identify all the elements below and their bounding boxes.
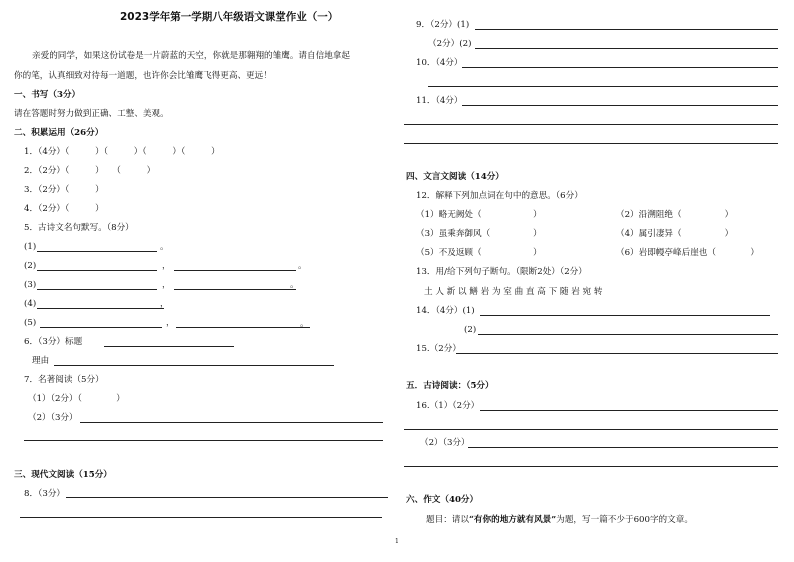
question-13: 13．用/给下列句子断句。（限断2处）（2分） <box>416 267 587 277</box>
question-11: 11．（4分） <box>416 96 463 106</box>
period: 。 <box>298 261 307 271</box>
answer-line[interactable] <box>104 346 234 347</box>
section-1-heading: 一、书写（3分） <box>14 90 81 100</box>
q12-item-1: （1）略无阙处（ ） <box>416 210 542 220</box>
answer-line[interactable] <box>20 517 382 518</box>
answer-line[interactable] <box>37 289 157 290</box>
comma: ， <box>160 299 169 309</box>
answer-line[interactable] <box>40 327 162 328</box>
answer-line[interactable] <box>478 334 778 335</box>
q12-item-4: （4）属引凄异（ ） <box>616 229 734 239</box>
section-3-heading: 三、现代文阅读（15分） <box>14 470 112 480</box>
question-14-part-2: (2) <box>464 325 477 335</box>
question-16-part-2: （2）（3分） <box>420 438 470 448</box>
question-8: 8．（3分） <box>24 489 66 499</box>
answer-line[interactable] <box>468 447 778 448</box>
essay-title: “有你的地方就有风景” <box>468 515 557 525</box>
answer-line[interactable] <box>462 105 778 106</box>
answer-line[interactable] <box>456 353 778 354</box>
answer-line[interactable] <box>37 270 157 271</box>
answer-line[interactable] <box>480 410 778 411</box>
answer-line[interactable] <box>404 466 778 467</box>
q12-item-3: （3）虽乘奔御风（ ） <box>416 229 542 239</box>
answer-line[interactable] <box>80 422 383 423</box>
q12-item-5: （5）不及返顾（ ） <box>416 248 542 258</box>
question-1: 1．（4分）（ ）（ ）（ ）（ ） <box>24 147 220 157</box>
question-5: 5．古诗文名句默写。（8分） <box>24 223 134 233</box>
section-5-heading: 五．古诗阅读：（5分） <box>406 381 494 391</box>
blank-label-2: (2) <box>24 261 37 271</box>
blank-label-4: (4) <box>24 299 37 309</box>
question-6: 6．（3分）标题 <box>24 337 83 347</box>
question-16-part-1: 16.（1）（2分） <box>416 401 480 411</box>
question-7: 7．名著阅读（5分） <box>24 375 104 385</box>
question-10: 10．（4分） <box>416 58 463 68</box>
essay-prompt-pre: 题目：请以 <box>426 515 469 525</box>
answer-line[interactable] <box>428 86 778 87</box>
period: 。 <box>300 319 309 329</box>
answer-line[interactable] <box>24 440 383 441</box>
question-7-part-1: （1）（2分）（ ） <box>28 394 125 404</box>
question-15: 15.（2分） <box>416 344 461 354</box>
q13-sentence: 土 人 新 以 鳝 岩 为 室 曲 直 高 下 随 岩 宛 转 <box>424 287 603 297</box>
intro-line-1: 亲爱的同学，如果这份试卷是一片蔚蓝的天空，你就是那翱翔的雏鹰。请自信地拿起 <box>32 51 350 61</box>
answer-line[interactable] <box>480 315 770 316</box>
answer-line[interactable] <box>462 67 778 68</box>
section-2-heading: 二、积累运用（26分） <box>14 128 104 138</box>
q12-item-2: （2）沿溯阻绝（ ） <box>616 210 734 220</box>
answer-line[interactable] <box>37 251 157 252</box>
question-7-part-2: （2）（3分） <box>28 413 78 423</box>
question-9-part-2: （2分）(2) <box>428 39 472 49</box>
comma: ， <box>162 280 171 290</box>
answer-line[interactable] <box>174 270 296 271</box>
blank-label-5: (5) <box>24 318 37 328</box>
question-2: 2．（2分）（ ） （ ） <box>24 166 156 176</box>
section-4-heading: 四、文言文阅读（14分） <box>406 172 504 182</box>
question-12: 12．解释下列加点词在句中的意思。（6分） <box>416 191 583 201</box>
answer-line[interactable] <box>37 308 164 309</box>
answer-line[interactable] <box>404 124 778 125</box>
period: 。 <box>160 242 169 252</box>
essay-prompt <box>426 516 693 525</box>
question-14-part-1: 14．（4分）(1) <box>416 306 475 316</box>
comma: ， <box>162 261 171 271</box>
section-1-note: 请在答题时努力做到正确、工整、美观。 <box>14 109 169 119</box>
answer-line[interactable] <box>66 497 388 498</box>
answer-line[interactable] <box>174 289 296 290</box>
question-9-part-1: 9．（2分）(1) <box>416 20 470 30</box>
blank-label-1: (1) <box>24 242 37 252</box>
page-title: 2023学年第一学期八年级语文课堂作业（一） <box>120 11 339 23</box>
question-3: 3．（2分）（ ） <box>24 185 104 195</box>
section-6-heading: 六、作文（40分） <box>406 495 479 505</box>
intro-line-2: 你的笔，认真细致对待每一道题，也许你会比雏鹰飞得更高、更远！ <box>14 71 272 81</box>
answer-line[interactable] <box>404 143 778 144</box>
q12-item-6: （6）岩即幔亭峰后崖也（ ） <box>616 248 759 258</box>
question-4: 4．（2分）（ ） <box>24 204 104 214</box>
blank-label-3: (3) <box>24 280 37 290</box>
answer-line[interactable] <box>475 29 778 30</box>
essay-prompt-post: 为题，写一篇不少于600字的文章。 <box>556 515 693 525</box>
answer-line[interactable] <box>404 429 778 430</box>
answer-line[interactable] <box>54 365 334 366</box>
answer-line[interactable] <box>475 48 778 49</box>
comma: ， <box>166 318 175 328</box>
question-6-reason: 理由 <box>32 356 50 366</box>
period: 。 <box>290 280 299 290</box>
answer-line[interactable] <box>176 327 310 328</box>
page-number: 1 <box>395 538 399 545</box>
